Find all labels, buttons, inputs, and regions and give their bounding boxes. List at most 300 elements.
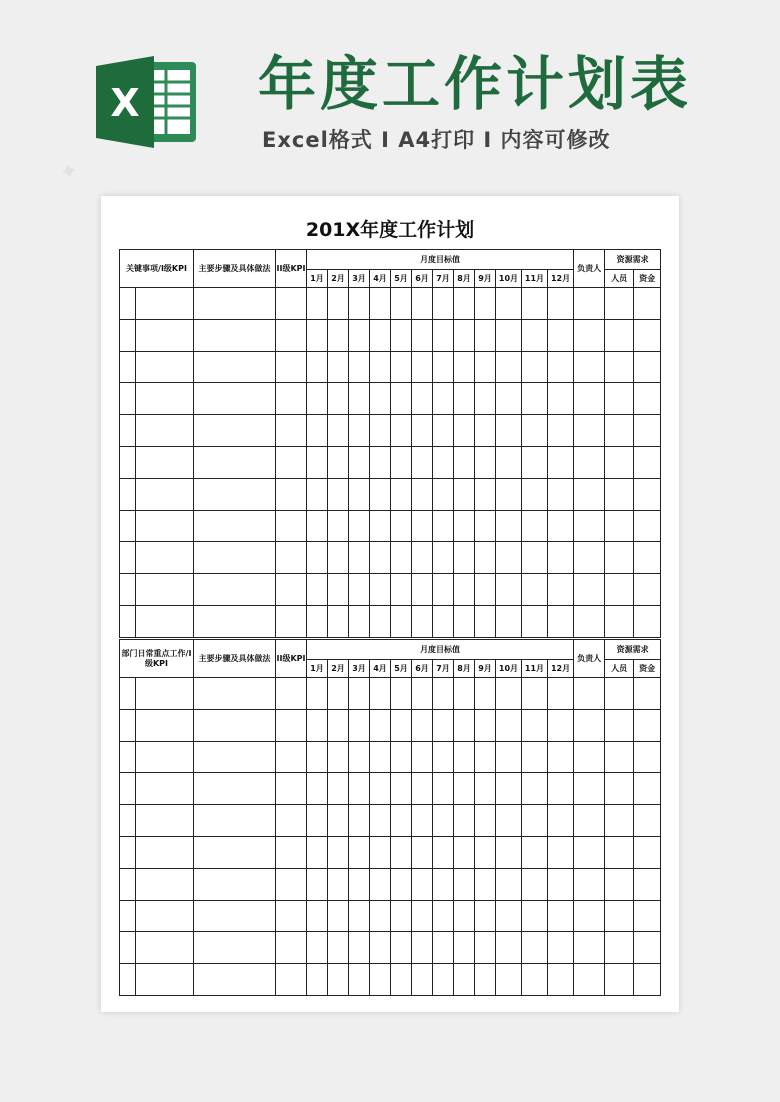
table-cell[interactable] bbox=[454, 868, 475, 900]
table-cell[interactable] bbox=[605, 868, 634, 900]
table-cell[interactable] bbox=[276, 446, 307, 478]
table-cell[interactable] bbox=[370, 678, 391, 710]
table-cell[interactable] bbox=[328, 383, 349, 415]
table-cell[interactable] bbox=[634, 932, 661, 964]
table-cell[interactable] bbox=[120, 805, 136, 837]
table-cell[interactable] bbox=[391, 446, 412, 478]
table-cell[interactable] bbox=[634, 900, 661, 932]
table-cell[interactable] bbox=[276, 319, 307, 351]
table-cell[interactable] bbox=[328, 678, 349, 710]
table-cell[interactable] bbox=[276, 542, 307, 574]
table-cell[interactable] bbox=[370, 415, 391, 447]
table-cell[interactable] bbox=[634, 773, 661, 805]
table-cell[interactable] bbox=[349, 964, 370, 996]
table-cell[interactable] bbox=[634, 709, 661, 741]
table-cell[interactable] bbox=[307, 932, 328, 964]
table-cell[interactable] bbox=[412, 836, 433, 868]
table-cell[interactable] bbox=[496, 741, 522, 773]
table-cell[interactable] bbox=[412, 383, 433, 415]
table-cell[interactable] bbox=[454, 415, 475, 447]
table-cell[interactable] bbox=[370, 773, 391, 805]
table-cell[interactable] bbox=[522, 868, 548, 900]
table-cell[interactable] bbox=[120, 574, 136, 606]
table-cell[interactable] bbox=[548, 709, 574, 741]
table-cell[interactable] bbox=[307, 741, 328, 773]
table-cell[interactable] bbox=[120, 678, 136, 710]
table-cell[interactable] bbox=[307, 709, 328, 741]
table-cell[interactable] bbox=[574, 605, 605, 637]
table-cell[interactable] bbox=[433, 351, 454, 383]
table-cell[interactable] bbox=[194, 900, 276, 932]
table-cell[interactable] bbox=[276, 868, 307, 900]
table-cell[interactable] bbox=[475, 383, 496, 415]
table-cell[interactable] bbox=[349, 773, 370, 805]
table-cell[interactable] bbox=[370, 805, 391, 837]
table-cell[interactable] bbox=[548, 678, 574, 710]
table-cell[interactable] bbox=[475, 351, 496, 383]
table-cell[interactable] bbox=[475, 773, 496, 805]
table-cell[interactable] bbox=[475, 446, 496, 478]
table-cell[interactable] bbox=[433, 383, 454, 415]
table-cell[interactable] bbox=[454, 351, 475, 383]
table-cell[interactable] bbox=[454, 542, 475, 574]
table-cell[interactable] bbox=[574, 678, 605, 710]
table-cell[interactable] bbox=[496, 964, 522, 996]
table-cell[interactable] bbox=[475, 932, 496, 964]
table-cell[interactable] bbox=[194, 709, 276, 741]
table-cell[interactable] bbox=[605, 836, 634, 868]
table-cell[interactable] bbox=[391, 932, 412, 964]
table-cell[interactable] bbox=[136, 900, 194, 932]
table-cell[interactable] bbox=[433, 478, 454, 510]
table-cell[interactable] bbox=[475, 868, 496, 900]
table-cell[interactable] bbox=[454, 932, 475, 964]
table-cell[interactable] bbox=[496, 932, 522, 964]
table-cell[interactable] bbox=[574, 446, 605, 478]
table-cell[interactable] bbox=[136, 773, 194, 805]
table-cell[interactable] bbox=[496, 510, 522, 542]
table-cell[interactable] bbox=[349, 741, 370, 773]
table-cell[interactable] bbox=[194, 678, 276, 710]
table-cell[interactable] bbox=[194, 805, 276, 837]
table-cell[interactable] bbox=[634, 605, 661, 637]
table-cell[interactable] bbox=[194, 574, 276, 606]
table-cell[interactable] bbox=[391, 415, 412, 447]
table-cell[interactable] bbox=[349, 542, 370, 574]
table-cell[interactable] bbox=[605, 709, 634, 741]
table-cell[interactable] bbox=[454, 510, 475, 542]
table-cell[interactable] bbox=[605, 383, 634, 415]
table-cell[interactable] bbox=[433, 288, 454, 320]
table-cell[interactable] bbox=[496, 542, 522, 574]
table-cell[interactable] bbox=[496, 709, 522, 741]
table-cell[interactable] bbox=[412, 900, 433, 932]
table-cell[interactable] bbox=[412, 805, 433, 837]
table-cell[interactable] bbox=[328, 900, 349, 932]
table-cell[interactable] bbox=[522, 415, 548, 447]
table-cell[interactable] bbox=[391, 709, 412, 741]
table-cell[interactable] bbox=[391, 351, 412, 383]
table-cell[interactable] bbox=[136, 574, 194, 606]
table-cell[interactable] bbox=[194, 288, 276, 320]
table-cell[interactable] bbox=[496, 478, 522, 510]
table-cell[interactable] bbox=[276, 678, 307, 710]
table-cell[interactable] bbox=[194, 741, 276, 773]
table-cell[interactable] bbox=[574, 836, 605, 868]
table-cell[interactable] bbox=[634, 478, 661, 510]
table-cell[interactable] bbox=[120, 964, 136, 996]
table-cell[interactable] bbox=[136, 836, 194, 868]
table-cell[interactable] bbox=[412, 288, 433, 320]
table-cell[interactable] bbox=[276, 741, 307, 773]
table-cell[interactable] bbox=[349, 900, 370, 932]
table-cell[interactable] bbox=[574, 383, 605, 415]
table-cell[interactable] bbox=[475, 510, 496, 542]
table-cell[interactable] bbox=[276, 805, 307, 837]
table-cell[interactable] bbox=[412, 319, 433, 351]
table-cell[interactable] bbox=[454, 900, 475, 932]
table-cell[interactable] bbox=[634, 542, 661, 574]
table-cell[interactable] bbox=[391, 605, 412, 637]
table-cell[interactable] bbox=[328, 542, 349, 574]
table-cell[interactable] bbox=[307, 836, 328, 868]
table-cell[interactable] bbox=[433, 510, 454, 542]
table-cell[interactable] bbox=[433, 773, 454, 805]
table-cell[interactable] bbox=[370, 446, 391, 478]
table-cell[interactable] bbox=[136, 932, 194, 964]
table-cell[interactable] bbox=[276, 415, 307, 447]
table-cell[interactable] bbox=[522, 478, 548, 510]
table-cell[interactable] bbox=[412, 415, 433, 447]
table-cell[interactable] bbox=[370, 932, 391, 964]
table-cell[interactable] bbox=[370, 288, 391, 320]
table-cell[interactable] bbox=[548, 415, 574, 447]
table-cell[interactable] bbox=[136, 510, 194, 542]
table-cell[interactable] bbox=[605, 542, 634, 574]
table-cell[interactable] bbox=[574, 805, 605, 837]
table-cell[interactable] bbox=[412, 773, 433, 805]
table-cell[interactable] bbox=[496, 836, 522, 868]
table-cell[interactable] bbox=[307, 510, 328, 542]
table-cell[interactable] bbox=[328, 478, 349, 510]
table-cell[interactable] bbox=[522, 805, 548, 837]
table-cell[interactable] bbox=[136, 415, 194, 447]
table-cell[interactable] bbox=[391, 900, 412, 932]
table-cell[interactable] bbox=[370, 741, 391, 773]
table-cell[interactable] bbox=[548, 510, 574, 542]
table-cell[interactable] bbox=[391, 805, 412, 837]
table-cell[interactable] bbox=[328, 574, 349, 606]
table-cell[interactable] bbox=[370, 383, 391, 415]
table-cell[interactable] bbox=[120, 478, 136, 510]
table-cell[interactable] bbox=[194, 415, 276, 447]
table-cell[interactable] bbox=[454, 836, 475, 868]
table-cell[interactable] bbox=[433, 319, 454, 351]
table-cell[interactable] bbox=[634, 805, 661, 837]
table-cell[interactable] bbox=[634, 964, 661, 996]
table-cell[interactable] bbox=[391, 574, 412, 606]
table-cell[interactable] bbox=[548, 288, 574, 320]
table-cell[interactable] bbox=[522, 446, 548, 478]
table-cell[interactable] bbox=[454, 383, 475, 415]
table-cell[interactable] bbox=[548, 964, 574, 996]
table-cell[interactable] bbox=[120, 900, 136, 932]
table-cell[interactable] bbox=[634, 446, 661, 478]
table-cell[interactable] bbox=[391, 319, 412, 351]
table-cell[interactable] bbox=[136, 805, 194, 837]
table-cell[interactable] bbox=[454, 741, 475, 773]
table-cell[interactable] bbox=[496, 805, 522, 837]
table-cell[interactable] bbox=[412, 542, 433, 574]
table-cell[interactable] bbox=[136, 964, 194, 996]
table-cell[interactable] bbox=[496, 773, 522, 805]
table-cell[interactable] bbox=[276, 383, 307, 415]
table-cell[interactable] bbox=[120, 510, 136, 542]
table-cell[interactable] bbox=[370, 900, 391, 932]
table-cell[interactable] bbox=[370, 351, 391, 383]
table-cell[interactable] bbox=[605, 351, 634, 383]
table-cell[interactable] bbox=[120, 288, 136, 320]
table-cell[interactable] bbox=[574, 709, 605, 741]
table-cell[interactable] bbox=[634, 319, 661, 351]
table-cell[interactable] bbox=[475, 678, 496, 710]
table-cell[interactable] bbox=[412, 446, 433, 478]
table-cell[interactable] bbox=[328, 932, 349, 964]
table-cell[interactable] bbox=[328, 288, 349, 320]
table-cell[interactable] bbox=[120, 868, 136, 900]
table-cell[interactable] bbox=[548, 478, 574, 510]
table-cell[interactable] bbox=[349, 415, 370, 447]
table-cell[interactable] bbox=[391, 383, 412, 415]
table-cell[interactable] bbox=[194, 836, 276, 868]
table-cell[interactable] bbox=[475, 288, 496, 320]
table-cell[interactable] bbox=[136, 741, 194, 773]
table-cell[interactable] bbox=[370, 478, 391, 510]
table-cell[interactable] bbox=[276, 510, 307, 542]
table-cell[interactable] bbox=[328, 415, 349, 447]
table-cell[interactable] bbox=[328, 773, 349, 805]
table-cell[interactable] bbox=[328, 709, 349, 741]
table-cell[interactable] bbox=[634, 741, 661, 773]
table-cell[interactable] bbox=[120, 415, 136, 447]
table-cell[interactable] bbox=[605, 605, 634, 637]
table-cell[interactable] bbox=[307, 478, 328, 510]
table-cell[interactable] bbox=[349, 319, 370, 351]
table-cell[interactable] bbox=[412, 932, 433, 964]
table-cell[interactable] bbox=[522, 351, 548, 383]
table-cell[interactable] bbox=[370, 542, 391, 574]
table-cell[interactable] bbox=[433, 805, 454, 837]
table-cell[interactable] bbox=[475, 478, 496, 510]
table-cell[interactable] bbox=[194, 964, 276, 996]
table-cell[interactable] bbox=[349, 932, 370, 964]
table-cell[interactable] bbox=[349, 288, 370, 320]
table-cell[interactable] bbox=[120, 319, 136, 351]
table-cell[interactable] bbox=[605, 319, 634, 351]
table-cell[interactable] bbox=[634, 836, 661, 868]
table-cell[interactable] bbox=[307, 605, 328, 637]
table-cell[interactable] bbox=[349, 868, 370, 900]
table-cell[interactable] bbox=[634, 868, 661, 900]
table-cell[interactable] bbox=[496, 868, 522, 900]
table-cell[interactable] bbox=[496, 288, 522, 320]
table-cell[interactable] bbox=[454, 709, 475, 741]
table-cell[interactable] bbox=[307, 773, 328, 805]
table-cell[interactable] bbox=[120, 383, 136, 415]
table-cell[interactable] bbox=[605, 678, 634, 710]
table-cell[interactable] bbox=[574, 741, 605, 773]
table-cell[interactable] bbox=[548, 836, 574, 868]
table-cell[interactable] bbox=[194, 542, 276, 574]
table-cell[interactable] bbox=[412, 678, 433, 710]
table-cell[interactable] bbox=[276, 900, 307, 932]
table-cell[interactable] bbox=[136, 678, 194, 710]
table-cell[interactable] bbox=[276, 709, 307, 741]
table-cell[interactable] bbox=[194, 773, 276, 805]
table-cell[interactable] bbox=[120, 773, 136, 805]
table-cell[interactable] bbox=[548, 351, 574, 383]
table-cell[interactable] bbox=[522, 319, 548, 351]
table-cell[interactable] bbox=[634, 383, 661, 415]
table-cell[interactable] bbox=[391, 678, 412, 710]
table-cell[interactable] bbox=[433, 446, 454, 478]
table-cell[interactable] bbox=[475, 900, 496, 932]
table-cell[interactable] bbox=[136, 288, 194, 320]
table-cell[interactable] bbox=[454, 964, 475, 996]
table-cell[interactable] bbox=[194, 932, 276, 964]
table-cell[interactable] bbox=[328, 319, 349, 351]
table-cell[interactable] bbox=[412, 709, 433, 741]
table-cell[interactable] bbox=[522, 900, 548, 932]
table-cell[interactable] bbox=[605, 446, 634, 478]
table-cell[interactable] bbox=[522, 510, 548, 542]
table-cell[interactable] bbox=[574, 288, 605, 320]
table-cell[interactable] bbox=[574, 478, 605, 510]
table-cell[interactable] bbox=[433, 709, 454, 741]
table-cell[interactable] bbox=[391, 964, 412, 996]
table-cell[interactable] bbox=[433, 836, 454, 868]
table-cell[interactable] bbox=[136, 383, 194, 415]
table-cell[interactable] bbox=[349, 805, 370, 837]
table-cell[interactable] bbox=[349, 678, 370, 710]
table-cell[interactable] bbox=[574, 319, 605, 351]
table-cell[interactable] bbox=[496, 605, 522, 637]
table-cell[interactable] bbox=[307, 964, 328, 996]
table-cell[interactable] bbox=[349, 836, 370, 868]
table-cell[interactable] bbox=[391, 288, 412, 320]
table-cell[interactable] bbox=[136, 605, 194, 637]
table-cell[interactable] bbox=[522, 542, 548, 574]
table-cell[interactable] bbox=[307, 415, 328, 447]
table-cell[interactable] bbox=[454, 288, 475, 320]
table-cell[interactable] bbox=[522, 964, 548, 996]
table-cell[interactable] bbox=[328, 868, 349, 900]
table-cell[interactable] bbox=[522, 773, 548, 805]
table-cell[interactable] bbox=[120, 709, 136, 741]
table-cell[interactable] bbox=[574, 415, 605, 447]
table-cell[interactable] bbox=[391, 478, 412, 510]
table-cell[interactable] bbox=[522, 574, 548, 606]
table-cell[interactable] bbox=[522, 932, 548, 964]
table-cell[interactable] bbox=[605, 574, 634, 606]
table-cell[interactable] bbox=[433, 932, 454, 964]
table-cell[interactable] bbox=[194, 868, 276, 900]
table-cell[interactable] bbox=[433, 415, 454, 447]
table-cell[interactable] bbox=[605, 964, 634, 996]
table-cell[interactable] bbox=[120, 446, 136, 478]
table-cell[interactable] bbox=[349, 383, 370, 415]
table-cell[interactable] bbox=[548, 805, 574, 837]
table-cell[interactable] bbox=[276, 964, 307, 996]
table-cell[interactable] bbox=[522, 709, 548, 741]
table-cell[interactable] bbox=[120, 351, 136, 383]
table-cell[interactable] bbox=[548, 741, 574, 773]
table-cell[interactable] bbox=[370, 605, 391, 637]
table-cell[interactable] bbox=[433, 605, 454, 637]
table-cell[interactable] bbox=[136, 478, 194, 510]
table-cell[interactable] bbox=[136, 542, 194, 574]
table-cell[interactable] bbox=[574, 574, 605, 606]
table-cell[interactable] bbox=[349, 709, 370, 741]
table-cell[interactable] bbox=[120, 836, 136, 868]
table-cell[interactable] bbox=[276, 351, 307, 383]
table-cell[interactable] bbox=[634, 351, 661, 383]
table-cell[interactable] bbox=[307, 319, 328, 351]
table-cell[interactable] bbox=[548, 542, 574, 574]
table-cell[interactable] bbox=[136, 709, 194, 741]
table-cell[interactable] bbox=[454, 605, 475, 637]
table-cell[interactable] bbox=[634, 678, 661, 710]
table-cell[interactable] bbox=[412, 741, 433, 773]
table-cell[interactable] bbox=[475, 415, 496, 447]
table-cell[interactable] bbox=[522, 741, 548, 773]
table-cell[interactable] bbox=[194, 605, 276, 637]
table-cell[interactable] bbox=[412, 510, 433, 542]
table-cell[interactable] bbox=[120, 932, 136, 964]
table-cell[interactable] bbox=[475, 709, 496, 741]
table-cell[interactable] bbox=[276, 932, 307, 964]
table-cell[interactable] bbox=[475, 805, 496, 837]
table-cell[interactable] bbox=[276, 478, 307, 510]
table-cell[interactable] bbox=[522, 383, 548, 415]
table-cell[interactable] bbox=[349, 478, 370, 510]
table-cell[interactable] bbox=[475, 319, 496, 351]
table-cell[interactable] bbox=[433, 868, 454, 900]
table-cell[interactable] bbox=[307, 542, 328, 574]
table-cell[interactable] bbox=[370, 510, 391, 542]
table-cell[interactable] bbox=[605, 932, 634, 964]
table-cell[interactable] bbox=[349, 446, 370, 478]
table-cell[interactable] bbox=[454, 805, 475, 837]
table-cell[interactable] bbox=[475, 574, 496, 606]
table-cell[interactable] bbox=[433, 678, 454, 710]
table-cell[interactable] bbox=[307, 288, 328, 320]
table-cell[interactable] bbox=[634, 510, 661, 542]
table-cell[interactable] bbox=[307, 900, 328, 932]
table-cell[interactable] bbox=[574, 510, 605, 542]
table-cell[interactable] bbox=[194, 319, 276, 351]
table-cell[interactable] bbox=[605, 510, 634, 542]
table-cell[interactable] bbox=[328, 446, 349, 478]
table-cell[interactable] bbox=[370, 319, 391, 351]
table-cell[interactable] bbox=[548, 574, 574, 606]
table-cell[interactable] bbox=[634, 288, 661, 320]
table-cell[interactable] bbox=[548, 868, 574, 900]
table-cell[interactable] bbox=[307, 805, 328, 837]
table-cell[interactable] bbox=[370, 574, 391, 606]
table-cell[interactable] bbox=[194, 478, 276, 510]
table-cell[interactable] bbox=[276, 605, 307, 637]
